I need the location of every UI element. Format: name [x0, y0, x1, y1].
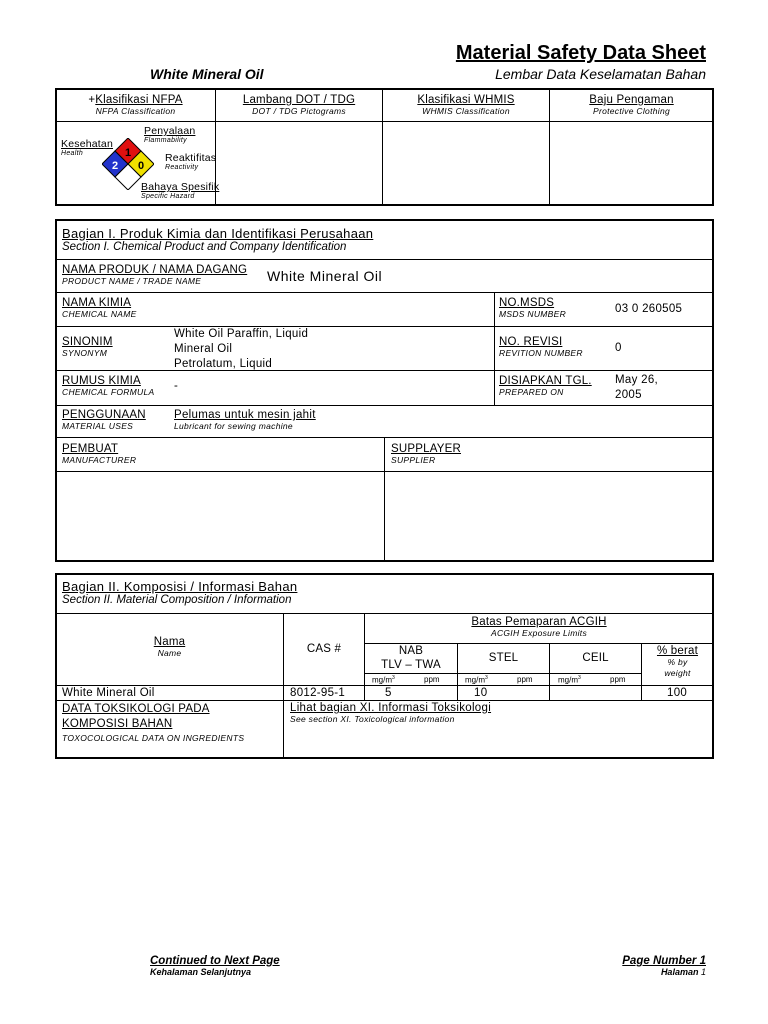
synonym-value-2: Mineral Oil: [174, 343, 233, 355]
ceil-label: CEIL: [582, 652, 609, 664]
weight-label: % berat: [656, 645, 699, 657]
row-cas: 8012-95-1: [290, 687, 346, 699]
product-heading: White Mineral Oil: [150, 66, 264, 82]
uses-value: Pelumas untuk mesin jahit: [174, 409, 316, 421]
specific-hazard-label: Bahaya Spesifik: [141, 181, 220, 193]
prepared-value-2: 2005: [615, 389, 642, 401]
dot-sub: DOT / TDG Pictograms: [252, 106, 346, 116]
limits-label: Batas Pemaparan ACGIH: [471, 616, 607, 628]
supplier-sub: SUPPLIER: [391, 455, 436, 465]
reactivity-sub: Reactivity: [165, 164, 199, 171]
stel-unit-mg: $mg/m^3$: [465, 675, 488, 685]
nfpa-health-value: 2: [111, 160, 119, 172]
manufacturer-label: PEMBUAT: [62, 443, 119, 455]
nfpa-diamond-icon: [102, 138, 154, 190]
tox-value-sub: See section XI. Toxicological information: [290, 714, 455, 724]
section-2-title: Bagian II. Komposisi / Informasi Bahan: [62, 579, 298, 594]
revision-label: NO. REVISI: [499, 336, 563, 348]
msds-label: NO.MSDS: [499, 297, 555, 309]
clothing-label: Baju Pengaman: [589, 94, 674, 106]
product-name-label: NAMA PRODUK / NAMA DAGANG: [62, 264, 248, 276]
section-2-subtitle: Section II. Material Composition / Information: [62, 594, 292, 606]
row-nab-mg: 5: [385, 687, 392, 699]
section-1-subtitle: Section I. Chemical Product and Company Identification: [62, 241, 347, 253]
msds-value: 03 0 260505: [615, 303, 683, 315]
chemical-name-sub: CHEMICAL NAME: [62, 309, 137, 319]
product-name-sub: PRODUCT NAME / TRADE NAME: [62, 276, 202, 286]
nfpa-label: Klasifikasi NFPA: [95, 94, 183, 106]
reactivity-label: Reaktifitas: [165, 152, 217, 164]
prepared-sub: PREPARED ON: [499, 387, 564, 397]
dot-label: Lambang DOT / TDG: [242, 94, 356, 106]
ceil-unit-mg: $mg/m^3$: [558, 675, 581, 685]
nfpa-reactivity-value: 0: [137, 160, 145, 172]
nfpa-sub: NFPA Classification: [95, 106, 176, 116]
synonym-value-1: White Oil Paraffin, Liquid: [174, 328, 309, 340]
name-col-label: Nama: [153, 636, 186, 648]
manufacturer-sub: MANUFACTURER: [62, 455, 137, 465]
row-stel-mg: 10: [474, 687, 488, 699]
continued-label: Continued to Next Page: [150, 955, 280, 967]
supplier-label: SUPPLAYER: [391, 443, 461, 455]
limits-sub: ACGIH Exposure Limits: [490, 628, 588, 638]
row-weight: 100: [667, 687, 688, 699]
document-subtitle: Lembar Data Keselamatan Bahan: [495, 66, 706, 82]
prepared-value-1: May 26,: [615, 374, 659, 386]
tox-label-2: KOMPOSISI BAHAN: [62, 718, 173, 730]
revision-value: 0: [615, 342, 622, 354]
uses-value-sub: Lubricant for sewing machine: [174, 421, 293, 431]
health-sub: Health: [61, 150, 84, 157]
revision-sub: REVITION NUMBER: [499, 348, 583, 358]
whmis-label: Klasifikasi WHMIS: [417, 94, 515, 106]
flammability-label: Penyalaan: [144, 125, 196, 137]
section-1-title: Bagian I. Produk Kimia dan Identifikasi Perusahaan: [62, 226, 374, 241]
weight-sub-1: % by: [667, 657, 688, 667]
uses-label: PENGGUNAAN: [62, 409, 146, 421]
nab-unit-mg: $mg/m^3$: [372, 675, 395, 685]
synonym-label: SINONIM: [62, 336, 113, 348]
ceil-unit-ppm: ppm: [610, 675, 626, 684]
document-title: Material Safety Data Sheet: [455, 42, 706, 64]
tox-sub: TOXOCOLOGICAL DATA ON INGREDIENTS: [62, 733, 245, 743]
page-number-label: Page Number 1: [622, 955, 706, 967]
row-name: White Mineral Oil: [62, 687, 155, 699]
nab-label: NAB: [398, 645, 424, 657]
tox-label-1: DATA TOKSIKOLOGI PADA: [62, 703, 210, 715]
flammability-sub: Flammability: [144, 137, 187, 144]
formula-sub: CHEMICAL FORMULA: [62, 387, 155, 397]
weight-sub-2: weight: [664, 668, 691, 678]
tox-value: Lihat bagian XI. Informasi Toksikologi: [290, 702, 492, 714]
msds-sub: MSDS NUMBER: [499, 309, 567, 319]
continued-sub: Kehalaman Selanjutnya: [150, 967, 252, 977]
tlv-label: TLV – TWA: [381, 659, 441, 671]
product-name-value: White Mineral Oil: [267, 268, 383, 284]
whmis-sub: WHMIS Classification: [422, 106, 510, 116]
clothing-sub: Protective Clothing: [592, 106, 671, 116]
specific-hazard-sub: Specific Hazard: [141, 193, 195, 200]
nfpa-prefix: +: [88, 94, 96, 106]
synonym-sub: SYNONYM: [62, 348, 108, 358]
stel-unit-ppm: ppm: [517, 675, 533, 684]
nab-unit-ppm: ppm: [424, 675, 440, 684]
chemical-name-label: NAMA KIMIA: [62, 297, 132, 309]
health-label: Kesehatan: [61, 138, 114, 150]
formula-label: RUMUS KIMIA: [62, 375, 141, 387]
stel-label: STEL: [488, 652, 519, 664]
cas-col-label: CAS #: [306, 643, 342, 655]
nfpa-flammability-value: 1: [124, 147, 132, 159]
page-number-sub: Halaman 1: [660, 967, 706, 977]
synonym-value-3: Petrolatum, Liquid: [174, 358, 273, 370]
uses-sub: MATERIAL USES: [62, 421, 134, 431]
prepared-label: DISIAPKAN TGL.: [499, 375, 592, 387]
formula-value: -: [174, 380, 179, 392]
name-col-sub: Name: [157, 648, 182, 658]
